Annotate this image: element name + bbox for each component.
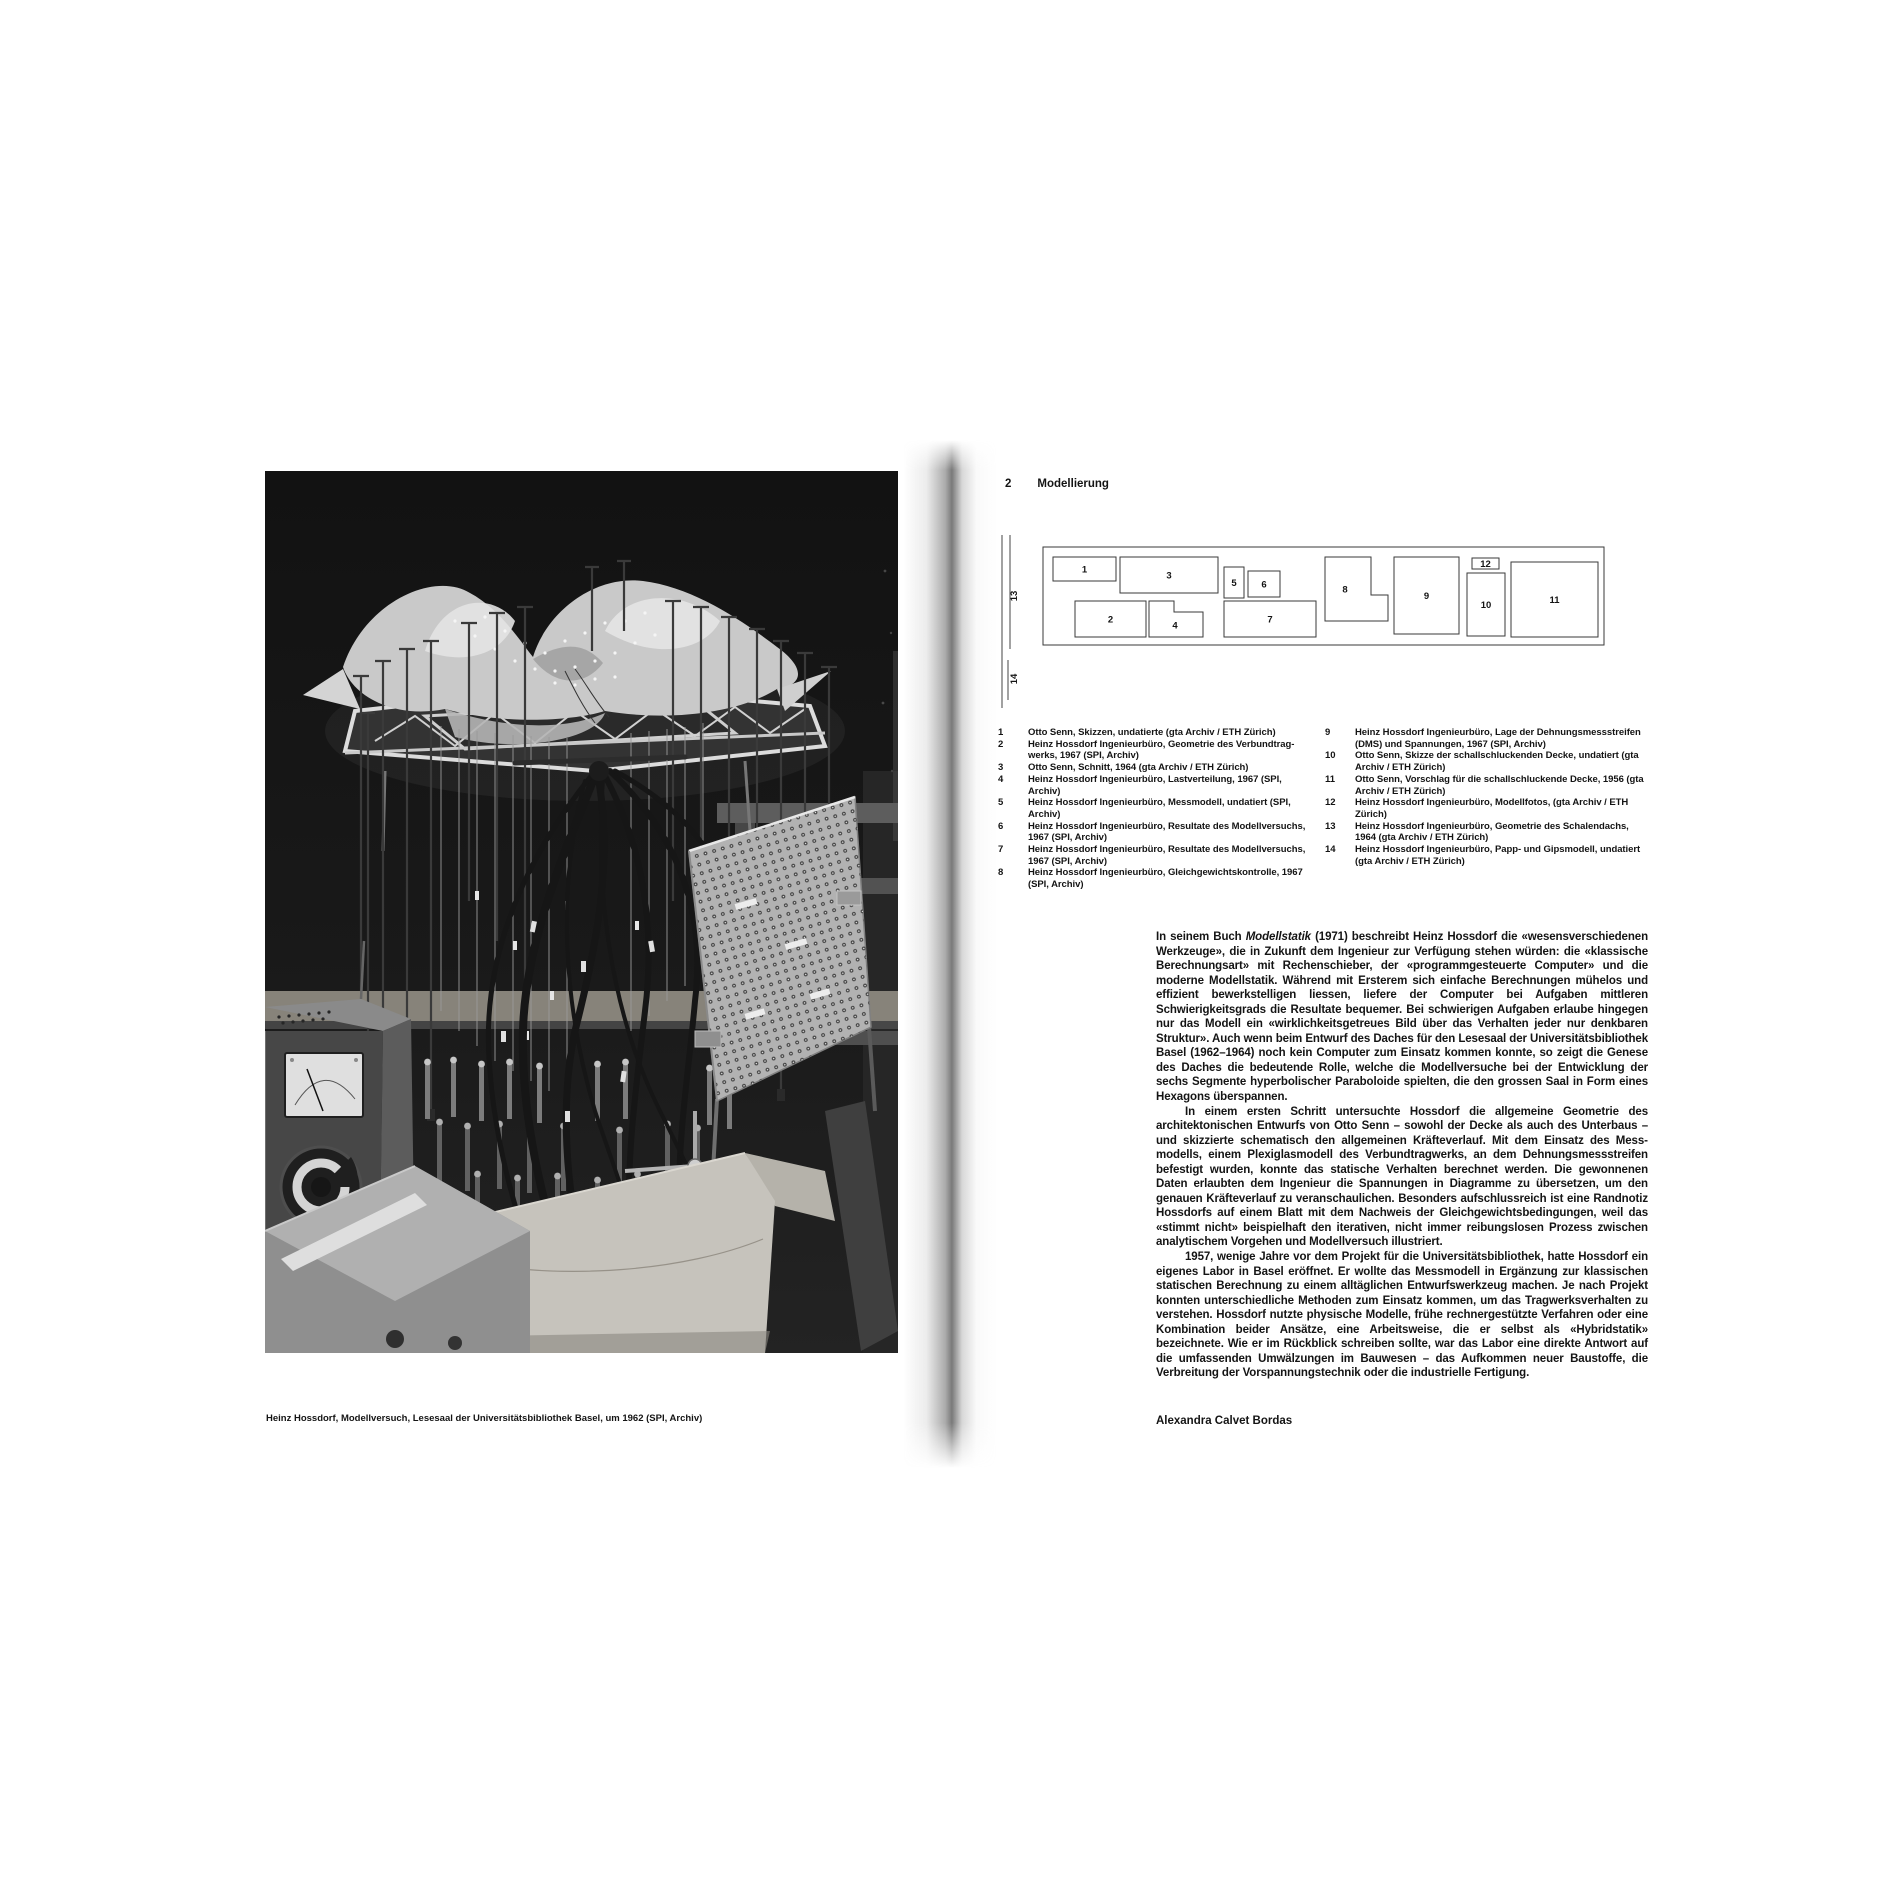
figure-credit: Heinz Hossdorf Ingenieurbüro, Resultate des Modellversuchs, 1967 (SPI, Archiv) [1028, 844, 1306, 867]
figure-list-item [998, 774, 1313, 797]
section-heading [1005, 478, 1109, 491]
figure-list-item [998, 797, 1313, 820]
svg-text:7: 7 [1267, 614, 1273, 626]
figure-number: 2 [998, 738, 1004, 750]
figure-wall-diagram [995, 530, 1610, 710]
svg-text:9: 9 [1423, 590, 1430, 602]
section-number: 2 [1005, 478, 1012, 490]
body-paragraph: In seinem Buch Modellstatik (1971) beschreibt Heinz Hossdorf die «wesensverschiedenen Werkzeuge», die in Zukunft dem Ingenieur zur Verfügung stehen würden: die «klassische Berechnungsart» mit Rechenschieber, der «programmgesteuerte Computer» und die moderne Modellstatik. Während mit Ersterem sich einfache Berechnungen mühelos und effizient bewerkstelligen liessen, liefere der Computer bei Aufgaben mittleren Schwierigkeitsgrads die Resultate bequemer. Bei schwierigen Aufgaben erlaube hingegen nur das Modell ein «wirklichkeitsgetreues Bild über das Verhalten jeder nur denkbaren Struktur». Auch wenn beim Entwurf des Daches für den Lesesaal der Universitätsbibliothek Basel (1962–1964) noch kein Computer zum Einsatz kommen konnte, so zeigt die Genese des Daches die bedeutende Rolle, welche die Modellversuche bei der Entwicklung der sechs Segmente hyperbolischer Paraboloide spielten, die den grossen Saal in Form eines Hexagons überspannen. [1156, 931, 1648, 1104]
body-paragraph: In einem ersten Schritt untersuchte Hossdorf die allgemeine Geometrie des architektonischen Entwurfs von Otto Senn – sowohl der Decke als auch des Unterbaus – und skizzierte schematisch den allgemeinen Kräfteverlauf. Mit dem Einsatz des Messmodells, einem Plexiglasmodell des Verbundtragwerks, an dem Dehnungsmessstreifen befestigt wurden, konnte das statische Verhalten berechnet werden. Die gewonnenen Daten erlaubten dem Ingenieur die Spannungen in Diagramme zu übersetzen, um den genauen Kräfteverlauf zu veranschaulichen. Besonders aufschlussreich ist eine Randnotiz Hossdorfs auf einem Blatt mit dem Nachweis der Gleichgewichtsbedingungen, weil das «stimmt nicht» beispielhaft den iterativen, nicht immer reibungslosen Prozess zwischen analytischem Vorgehen und Modellversuch illustriert. [1156, 1105, 1648, 1249]
figure-credit: Heinz Hossdorf Ingenieurbüro, Modellfotos, (gta Archiv / ETH Zürich) [1355, 797, 1629, 820]
figure-credit: Heinz Hossdorf Ingenieurbüro, Gleichgewichtskontrolle, 1967 (SPI, Archiv) [1028, 867, 1303, 891]
figure-credit: Heinz Hossdorf Ingenieurbüro, Lastverteilung, 1967 (SPI, Archiv) [1028, 773, 1282, 797]
svg-text:11: 11 [1549, 594, 1560, 606]
figure-list-item [998, 821, 1313, 844]
figure-credit: Otto Senn, Vorschlag für die schallschluckende Decke, 1956 (gta Archiv / ETH Zürich) [1355, 773, 1644, 797]
figure-list-item [998, 727, 1313, 739]
figure-list-item [1325, 844, 1650, 867]
svg-text:10: 10 [1480, 599, 1492, 611]
figure-list-left [998, 727, 1313, 891]
figure-number: 13 [1325, 820, 1336, 832]
figure-wall-diagram-svg [995, 530, 1610, 710]
figure-credit: Otto Senn, Skizze der schallschluckenden Decke, undatiert (gta Archiv / ETH Zürich) [1355, 750, 1639, 774]
figure-list-right [1325, 727, 1650, 867]
photo-caption: Heinz Hossdorf, Modellversuch, Lesesaal der Universitätsbibliothek Basel, um 1962 (SPI, Archiv) [266, 1413, 703, 1424]
figure-credit: Heinz Hossdorf Ingenieurbüro, Messmodell, undatiert (SPI, Archiv) [1028, 797, 1291, 820]
figure-credit: Otto Senn, Schnitt, 1964 (gta Archiv / ETH Zürich) [1028, 762, 1249, 774]
svg-text:1: 1 [1081, 564, 1088, 576]
svg-text:3: 3 [1166, 570, 1172, 582]
figure-credit: Heinz Hossdorf Ingenieurbüro, Resultate des Modellversuchs, 1967 (SPI, Archiv) [1028, 820, 1306, 844]
figure-list-item [998, 844, 1313, 867]
svg-text:2: 2 [1107, 614, 1114, 626]
figure-list-item [1325, 821, 1650, 844]
svg-text:14: 14 [1009, 673, 1020, 685]
figure-number: 4 [998, 773, 1004, 785]
author-name: Alexandra Calvet Bordas [1156, 1415, 1293, 1427]
figure-list-item [998, 739, 1313, 762]
svg-text:8: 8 [1342, 584, 1348, 596]
figure-number: 1 [998, 727, 1004, 738]
figure-credit: Heinz Hossdorf Ingenieurbüro, Lage der Dehnungsmessstreifen (DMS) und Spannungen, 1967 (SPI, Archiv) [1355, 727, 1641, 750]
figure-list-item [1325, 774, 1650, 797]
figure-list-item [998, 762, 1313, 774]
figure-number: 10 [1325, 750, 1336, 762]
figure-list-item [998, 867, 1313, 890]
section-title: Modellierung [1037, 478, 1109, 490]
figure-number: 11 [1325, 773, 1335, 785]
figure-number: 8 [998, 867, 1004, 879]
figure-list-item [1325, 797, 1650, 820]
figure-number: 5 [998, 797, 1004, 809]
svg-text:6: 6 [1261, 579, 1267, 591]
body-paragraph: 1957, wenige Jahre vor dem Projekt für die Universitätsbibliothek, hatte Hossdorf ein eigenes Labor in Basel eröffnet. Er wollte das Messmodell in Ergänzung zur klassischen statischen Berechnung zu einem alltäglichen Entwurfswerkzeug machen. Je nach Projekt konnten unterschiedliche Methoden zum Einsatz kommen, um das Tragwerksverhalten zu verstehen. Hossdorf nutzte physische Modelle, frühe rechnergestützte Verfahren oder eine Kombination beider Ansätze, eine Arbeitsweise, die er selbst als «Hybridstatik» bezeichnete. Wie er im Rückblick schreiben sollte, war das Labor eine direkte Antwort auf die umfassenden Umwälzungen im Bauwesen – das Aufkommen neuer Baustoffe, die Verbreitung der Vorspannungstechnik oder die industrielle Fertigung. [1156, 1251, 1648, 1380]
svg-text:12: 12 [1480, 558, 1491, 570]
svg-text:13: 13 [1009, 590, 1020, 602]
figure-credit: Heinz Hossdorf Ingenieurbüro, Papp- und Gipsmodell, undatiert (gta Archiv / ETH Zürich) [1355, 844, 1641, 867]
figure-number: 9 [1325, 727, 1331, 738]
figure-credit: Heinz Hossdorf Ingenieurbüro, Geometrie des Verbundtragwerks, 1967 (SPI, Archiv) [1028, 738, 1295, 762]
svg-text:5: 5 [1231, 577, 1237, 589]
svg-text:4: 4 [1172, 620, 1178, 632]
figure-credit: Heinz Hossdorf Ingenieurbüro, Geometrie des Schalendachs, 1964 (gta Archiv / ETH Zürich) [1355, 820, 1629, 844]
figure-list-item [1325, 727, 1650, 750]
figure-number: 6 [998, 820, 1004, 832]
figure-credit: Otto Senn, Skizzen, undatierte (gta Archiv / ETH Zürich) [1028, 727, 1276, 738]
figure-number: 14 [1325, 844, 1336, 856]
figure-number: 3 [998, 762, 1004, 774]
figure-number: 12 [1325, 797, 1336, 809]
body-text [1156, 930, 1648, 1381]
figure-list-item [1325, 750, 1650, 773]
figure-number: 7 [998, 844, 1004, 856]
